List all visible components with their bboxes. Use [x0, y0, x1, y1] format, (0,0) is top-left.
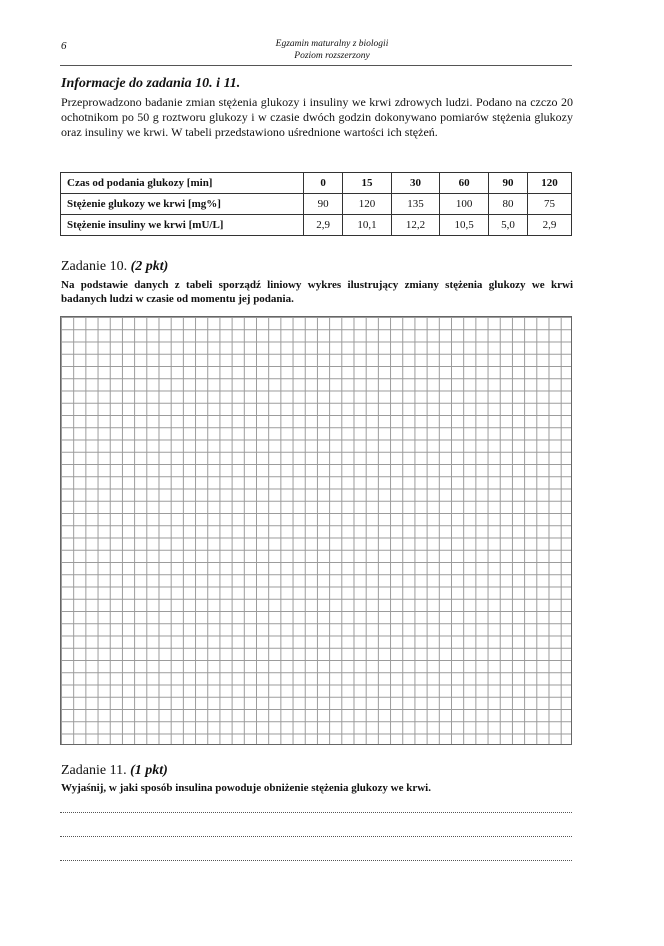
row-label: Stężenie glukozy we krwi [mg%]: [61, 194, 304, 215]
table-cell: 60: [440, 173, 489, 194]
table-cell: 80: [488, 194, 527, 215]
table-row: [61, 173, 572, 194]
row-label: Stężenie insuliny we krwi [mU/L]: [61, 215, 304, 236]
table-cell: 2,9: [528, 215, 572, 236]
table-row: [61, 194, 572, 215]
table-cell: 90: [304, 194, 343, 215]
table-cell: 12,2: [391, 215, 440, 236]
data-table: [60, 172, 572, 236]
header-divider: [60, 65, 572, 66]
table-cell: 5,0: [488, 215, 527, 236]
table-cell: 100: [440, 194, 489, 215]
table-cell: 2,9: [304, 215, 343, 236]
table-cell: 120: [343, 194, 392, 215]
table-cell: 10,1: [343, 215, 392, 236]
table-cell: 10,5: [440, 215, 489, 236]
graph-paper-grid[interactable]: [60, 316, 572, 745]
answer-line[interactable]: [60, 836, 572, 837]
table-cell: 15: [343, 173, 392, 194]
task11-title: [61, 763, 168, 779]
row-label: Czas od podania glukozy [min]: [61, 173, 304, 194]
task11-instruction: Wyjaśnij, w jaki sposób insulina powoduje obniżenie stężenia glukozy we krwi.: [61, 782, 431, 794]
page-header: [200, 38, 464, 62]
task10-points: (2 pkt): [130, 259, 169, 274]
table-cell: 75: [528, 194, 572, 215]
table-cell: 135: [391, 194, 440, 215]
page-number: 6: [61, 40, 67, 52]
table-row: [61, 215, 572, 236]
task10-title: [61, 259, 168, 275]
info-text: Przeprowadzono badanie zmian stężenia glukozy i insuliny we krwi zdrowych ludzi. Podano na czczo 20 ochotnikom po 50 g roztworu glukozy i w czasie dwóch godzin dokonywano pomiarów stężenia glukozy oraz insuliny we krwi. W tabeli przedstawiono uśrednione wartości ich stężeń.: [61, 95, 573, 139]
answer-line[interactable]: [60, 812, 572, 813]
table-cell: 30: [391, 173, 440, 194]
answer-line[interactable]: [60, 860, 572, 861]
task10-number: Zadanie 10.: [61, 259, 128, 274]
exam-title: Egzamin maturalny z biologii: [275, 39, 389, 49]
table-cell: 90: [488, 173, 527, 194]
exam-level: Poziom rozszerzony: [294, 51, 370, 61]
task10-instruction: Na podstawie danych z tabeli sporządź liniowy wykres ilustrujący zmiany stężenia glukozy we krwi badanych ludzi w czasie od momentu jej podania.: [61, 279, 573, 305]
task11-number: Zadanie 11.: [61, 763, 127, 778]
table-cell: 120: [528, 173, 572, 194]
task11-points: (1 pkt): [130, 763, 168, 778]
table-cell: 0: [304, 173, 343, 194]
info-title: Informacje do zadania 10. i 11.: [61, 76, 241, 91]
